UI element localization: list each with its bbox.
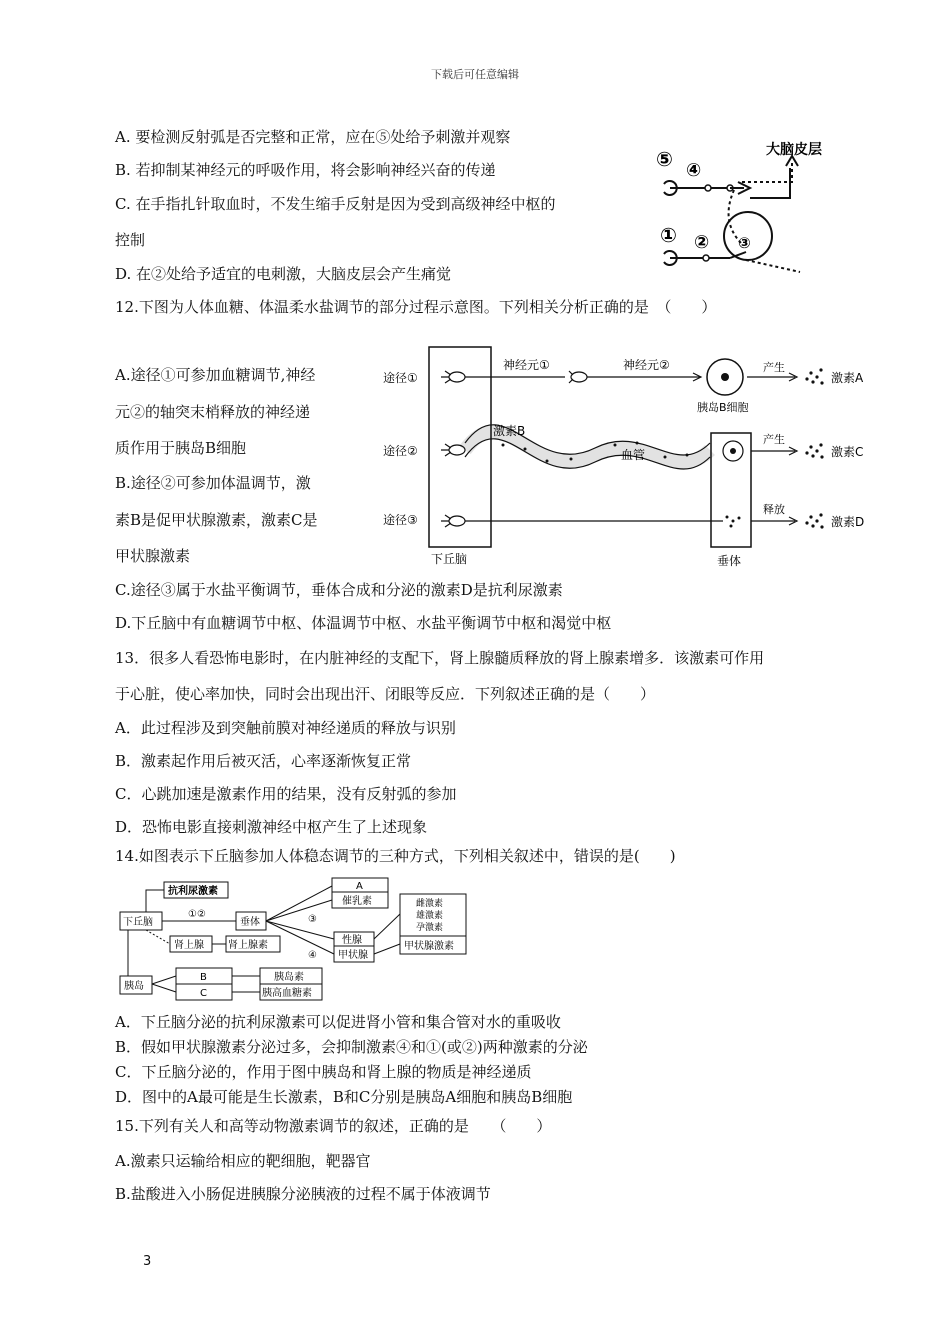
box-c-label: C <box>200 988 207 999</box>
q12-stem: 12.下图为人体血糖、体温柔水盐调节的部分过程示意图。下列相关分析正确的是 （ ） <box>115 298 717 316</box>
circle-4-label: ④ <box>308 950 317 961</box>
q12-option-b-2: 素B是促甲状腺激素，激素C是 <box>115 511 318 529</box>
thyroxine-label: 甲状腺激素 <box>404 941 454 952</box>
q13-option-c: C．心跳加速是激素作用的结果，没有反射弧的参加 <box>115 785 457 803</box>
insulin-label: 胰岛素 <box>274 972 304 983</box>
q12-option-a-2: 元②的轴突末梢释放的神经递 <box>115 403 311 421</box>
q15-option-b: B.盐酸进入小肠促进胰腺分泌胰液的过程不属于体液调节 <box>115 1185 491 1203</box>
produce-label-2: 产生 <box>763 433 785 446</box>
q13-option-b: B．激素起作用后被灭活，心率逐渐恢复正常 <box>115 752 412 770</box>
cortex-label: 大脑皮层 <box>766 142 822 158</box>
box-a-label: A <box>356 881 363 892</box>
hormone-c-label: 激素C <box>831 445 864 459</box>
marker-3: ③ <box>738 234 751 252</box>
q14-option-d: D．图中的A最可能是生长激素，B和C分别是胰岛A细胞和胰岛B细胞 <box>115 1088 573 1106</box>
page-header: 下载后可任意编辑 <box>431 68 519 81</box>
hypothalamus-regulation-figure <box>116 872 476 1004</box>
q15-option-a: A.激素只运输给相应的靶细胞，靶器官 <box>115 1152 371 1170</box>
vessel-label: 血管 <box>621 448 646 462</box>
q11-option-d: D. 在②处给予适宜的电刺激，大脑皮层会产生痛觉 <box>115 265 452 283</box>
adrenaline-label: 肾上腺素 <box>228 940 268 951</box>
progesterone-label: 孕激素 <box>416 923 444 933</box>
box-b-label: B <box>200 972 207 983</box>
neuron-1-label: 神经元① <box>503 358 550 372</box>
adrenal-label: 肾上腺 <box>174 940 204 951</box>
q11-option-a: A. 要检测反射弧是否完整和正常，应在⑤处给予刺激并观察 <box>115 128 511 146</box>
q11-option-b: B. 若抑制某神经元的呼吸作用，将会影响神经兴奋的传递 <box>115 161 496 179</box>
marker-4: ④ <box>686 160 702 181</box>
page-number: 3 <box>143 1254 152 1269</box>
glucagon-label: 胰高血糖素 <box>262 988 312 999</box>
q13-stem-1: 13．很多人看恐怖电影时，在内脏神经的支配下，肾上腺髓质释放的肾上腺素增多．该激素可作用 <box>115 649 765 667</box>
regulation-pathways-figure <box>375 335 890 575</box>
marker-2: ② <box>694 232 710 253</box>
hypothalamus-label: 下丘脑 <box>123 917 153 928</box>
prolactin-label: 催乳素 <box>342 896 372 907</box>
islet-label: 胰岛 <box>124 981 144 992</box>
gonad-label: 性腺 <box>342 935 362 946</box>
hormone-b-label: 激素B <box>493 424 526 438</box>
androgen-label: 雄激素 <box>416 911 444 921</box>
hormone-a-label: 激素A <box>831 371 864 385</box>
q11-option-c-cont: 控制 <box>115 231 146 249</box>
q13-option-a: A．此过程涉及到突触前膜对神经递质的释放与识别 <box>115 719 456 737</box>
hypothalamus-label: 下丘脑 <box>431 552 468 566</box>
q14-option-b: B．假如甲状腺激素分泌过多，会抑制激素④和①(或②)两种激素的分泌 <box>115 1038 588 1056</box>
q12-option-b-3: 甲状腺激素 <box>115 547 191 565</box>
q14-option-c: C．下丘脑分泌的，作用于图中胰岛和肾上腺的物质是神经递质 <box>115 1063 532 1081</box>
reflex-arc-figure <box>650 132 850 282</box>
neuron-2-label: 神经元② <box>623 358 670 372</box>
marker-5: ⑤ <box>656 147 673 171</box>
produce-label-1: 产生 <box>763 361 785 374</box>
q11-option-c: C. 在手指扎针取血时，不发生缩手反射是因为受到高级神经中枢的 <box>115 195 556 213</box>
pathway-2-label: 途径② <box>383 444 418 458</box>
q12-option-a-1: A.途径①可参加血糖调节,神经 <box>115 366 316 384</box>
q13-stem-2: 于心脏，使心率加快，同时会出现出汗、闭眼等反应．下列叙述正确的是（ ） <box>115 685 656 703</box>
pathway-3-label: 途径③ <box>383 513 418 527</box>
q15-stem: 15.下列有关人和高等动物激素调节的叙述，正确的是 （ ） <box>115 1117 552 1135</box>
adh-label: 抗利尿激素 <box>168 886 218 897</box>
thyroid-label: 甲状腺 <box>338 950 368 961</box>
pituitary-label: 垂体 <box>240 917 260 928</box>
circle-12-label: ①② <box>188 909 206 920</box>
release-label: 释放 <box>763 503 785 516</box>
q13-option-d: D．恐怖电影直接刺激神经中枢产生了上述现象 <box>115 818 428 836</box>
estrogen-label: 雌激素 <box>416 899 444 909</box>
marker-1: ① <box>660 223 677 247</box>
hormone-d-label: 激素D <box>831 515 865 529</box>
q12-option-b-1: B.途径②可参加体温调节，激 <box>115 474 311 492</box>
q14-stem: 14.如图表示下丘脑参加人体稳态调节的三种方式，下列相关叙述中，错误的是( ) <box>115 847 676 865</box>
q12-option-d: D.下丘脑中有血糖调节中枢、体温调节中枢、水盐平衡调节中枢和渴觉中枢 <box>115 614 612 632</box>
pituitary-label: 垂体 <box>717 554 742 568</box>
q12-option-c: C.途径③属于水盐平衡调节，垂体合成和分泌的激素D是抗利尿激素 <box>115 581 563 599</box>
islet-b-cell-label: 胰岛B细胞 <box>697 401 749 414</box>
circle-3-label: ③ <box>308 914 317 925</box>
pathway-1-label: 途径① <box>383 371 418 385</box>
q12-option-a-3: 质作用于胰岛B细胞 <box>115 439 247 457</box>
q14-option-a: A．下丘脑分泌的抗利尿激素可以促进肾小管和集合管对水的重吸收 <box>115 1013 561 1031</box>
